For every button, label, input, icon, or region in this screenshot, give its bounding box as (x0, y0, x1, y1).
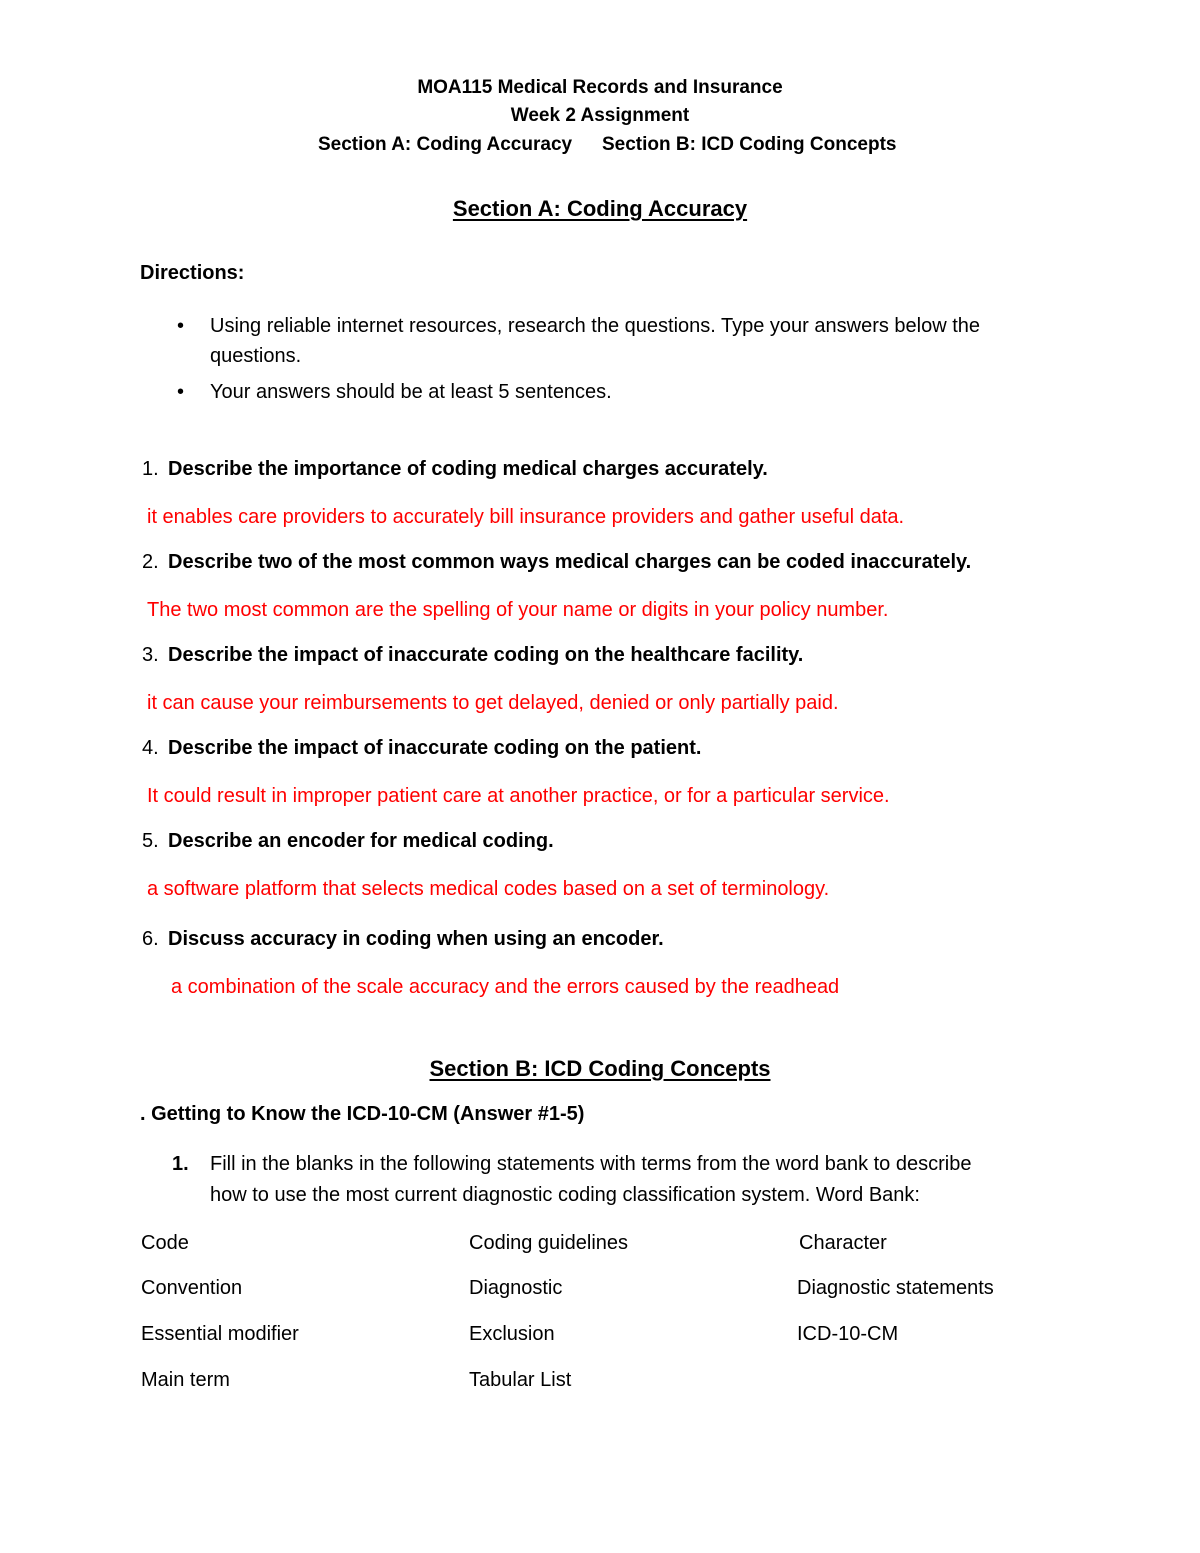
word-bank-term: Code (141, 1232, 189, 1254)
question-text: Describe the importance of coding medical charges accurately. (168, 458, 768, 480)
section-b-subheading: . Getting to Know the ICD-10-CM (Answer #1-5) (140, 1103, 585, 1125)
question-text: Describe two of the most common ways medical charges can be coded inaccurately. (168, 551, 972, 573)
question-number: 3. (142, 644, 159, 666)
question-number: 2. (142, 551, 159, 573)
answer-6: a combination of the scale accuracy and the errors caused by the readhead (171, 976, 840, 998)
question-text: Describe the impact of inaccurate coding on the healthcare facility. (168, 644, 804, 666)
word-bank-term: Character (799, 1232, 887, 1254)
header-section-b: Section B: ICD Coding Concepts (602, 134, 897, 155)
question-number: 5. (142, 830, 159, 852)
question-2 (142, 551, 971, 574)
word-bank-term: Diagnostic (469, 1277, 563, 1299)
question-text: Describe an encoder for medical coding. (168, 830, 554, 852)
question-1 (142, 458, 768, 481)
word-bank-term: Coding guidelines (469, 1232, 629, 1254)
word-bank-term: Diagnostic statements (797, 1277, 994, 1299)
direction-text: Your answers should be at least 5 sentences. (210, 381, 612, 403)
question-6 (142, 928, 664, 951)
word-bank-term: Tabular List (469, 1369, 572, 1391)
bullet-icon: • (177, 315, 185, 337)
word-bank-term: Essential modifier (141, 1323, 299, 1345)
direction-item (177, 381, 612, 404)
question-4 (142, 737, 701, 760)
direction-continuation: questions. (210, 345, 302, 367)
question-text: Describe the impact of inaccurate coding on the patient. (168, 737, 702, 759)
bullet-icon: • (177, 381, 185, 403)
assignment-title: Week 2 Assignment (510, 105, 690, 126)
word-bank-term: Main term (141, 1369, 230, 1391)
answer-3: it can cause your reimbursements to get delayed, denied or only partially paid. (147, 692, 839, 714)
word-bank-term: Convention (141, 1277, 243, 1299)
course-title: MOA115 Medical Records and Insurance (417, 77, 783, 98)
question-text: Fill in the blanks in the following statements with terms from the word bank to describe (210, 1153, 972, 1175)
answer-2: The two most common are the spelling of your name or digits in your policy number. (147, 599, 889, 621)
question-number: 4. (142, 737, 159, 759)
question-3 (142, 644, 803, 667)
header-section-a: Section A: Coding Accuracy (318, 134, 573, 155)
section-b-question-1-continuation: how to use the most current diagnostic coding classification system. Word Bank: (210, 1184, 920, 1206)
question-text: Discuss accuracy in coding when using an encoder. (168, 928, 664, 950)
section-b-title: Section B: ICD Coding Concepts (429, 1056, 771, 1081)
direction-text: Using reliable internet resources, research the questions. Type your answers below the (210, 315, 981, 337)
question-number: 1. (142, 458, 159, 480)
directions-label: Directions: (140, 262, 245, 284)
direction-item (177, 315, 981, 338)
word-bank-term: Exclusion (469, 1323, 555, 1345)
word-bank-term: ICD-10-CM (797, 1323, 899, 1345)
answer-5: a software platform that selects medical codes based on a set of terminology. (147, 878, 830, 900)
question-5 (142, 830, 554, 853)
question-number: 6. (142, 928, 159, 950)
section-a-title: Section A: Coding Accuracy (452, 196, 748, 221)
question-number: 1. (172, 1153, 189, 1175)
answer-4: It could result in improper patient care at another practice, or for a particular service. (147, 785, 890, 807)
answer-1: it enables care providers to accurately bill insurance providers and gather useful data. (147, 506, 905, 528)
section-b-question-1 (172, 1153, 971, 1176)
